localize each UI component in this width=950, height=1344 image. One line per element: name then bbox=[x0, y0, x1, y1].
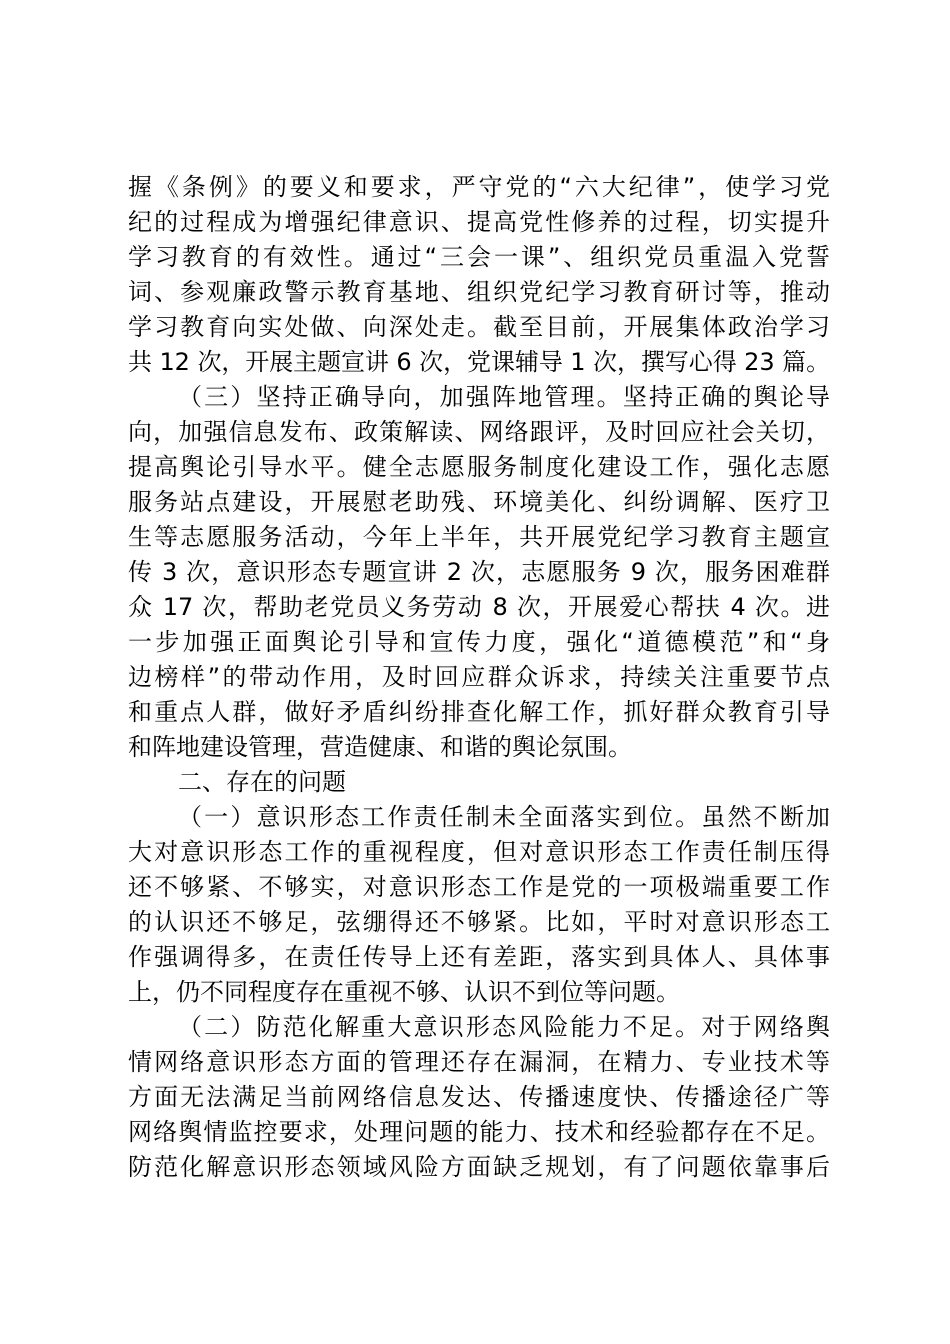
section-heading-text: 二、存在的问题 bbox=[178, 768, 346, 796]
text-line: 和重点人群，做好矛盾纠纷排查化解工作，抓好群众教育引导 bbox=[128, 698, 830, 726]
text-line: 握《条例》的要义和要求，严守党的“六大纪律”，使学习党 bbox=[128, 173, 830, 201]
text-line: 还不够紧、不够实，对意识形态工作是党的一项极端重要工作 bbox=[128, 873, 830, 901]
paragraph-problem-two bbox=[128, 1010, 830, 1185]
text-line: 传 3 次，意识形态专题宣讲 2 次，志愿服务 9 次，服务困难群 bbox=[128, 558, 830, 586]
text-line: 网络舆情监控要求，处理问题的能力、技术和经验都存在不足。 bbox=[128, 1118, 830, 1146]
paragraph-section-three bbox=[128, 380, 830, 765]
text-line: 众 17 次，帮助老党员义务劳动 8 次，开展爱心帮扶 4 次。进 bbox=[128, 593, 830, 621]
text-line: 防范化解意识形态领域风险方面缺乏规划，有了问题依靠事后 bbox=[128, 1153, 830, 1181]
text-line: 上，仍不同程度存在重视不够、认识不到位等问题。 bbox=[128, 978, 680, 1006]
text-line: 生等志愿服务活动，今年上半年，共开展党纪学习教育主题宣 bbox=[128, 523, 830, 551]
text-line: 方面无法满足当前网络信息发达、传播速度快、传播途径广等 bbox=[128, 1083, 830, 1111]
text-line: （一）意识形态工作责任制未全面落实到位。虽然不断加 bbox=[178, 803, 830, 831]
paragraph-problem-one bbox=[128, 800, 830, 1010]
text-line: 边榜样”的带动作用，及时回应群众诉求，持续关注重要节点 bbox=[128, 663, 830, 691]
text-line: 学习教育的有效性。通过“三会一课”、组织党员重温入党誓 bbox=[128, 243, 830, 271]
text-line: （三）坚持正确导向，加强阵地管理。坚持正确的舆论导 bbox=[178, 383, 830, 411]
document-body bbox=[128, 170, 830, 1185]
paragraph-study-education bbox=[128, 170, 830, 380]
text-line: 学习教育向实处做、向深处走。截至目前，开展集体政治学习 bbox=[128, 313, 830, 341]
text-line: 向，加强信息发布、政策解读、网络跟评，及时回应社会关切， bbox=[128, 418, 830, 446]
text-line: （二）防范化解重大意识形态风险能力不足。对于网络舆 bbox=[178, 1013, 830, 1041]
section-heading-problems bbox=[128, 765, 830, 800]
text-line: 作强调得多，在责任传导上还有差距，落实到具体人、具体事 bbox=[128, 943, 830, 971]
text-line: 情网络意识形态方面的管理还存在漏洞，在精力、专业技术等 bbox=[128, 1048, 830, 1076]
text-line: 提高舆论引导水平。健全志愿服务制度化建设工作，强化志愿 bbox=[128, 453, 830, 481]
text-line: 词、参观廉政警示教育基地、组织党纪学习教育研讨等，推动 bbox=[128, 278, 830, 306]
text-line: 的认识还不够足，弦绷得还不够紧。比如，平时对意识形态工 bbox=[128, 908, 830, 936]
text-line: 共 12 次，开展主题宣讲 6 次，党课辅导 1 次，撰写心得 23 篇。 bbox=[128, 348, 830, 376]
text-line: 一步加强正面舆论引导和宣传力度，强化“道德模范”和“身 bbox=[128, 628, 830, 656]
text-line: 服务站点建设，开展慰老助残、环境美化、纠纷调解、医疗卫 bbox=[128, 488, 830, 516]
text-line: 和阵地建设管理，营造健康、和谐的舆论氛围。 bbox=[128, 733, 632, 761]
text-line: 纪的过程成为增强纪律意识、提高党性修养的过程，切实提升 bbox=[128, 208, 830, 236]
text-line: 大对意识形态工作的重视程度，但对意识形态工作责任制压得 bbox=[128, 838, 830, 866]
